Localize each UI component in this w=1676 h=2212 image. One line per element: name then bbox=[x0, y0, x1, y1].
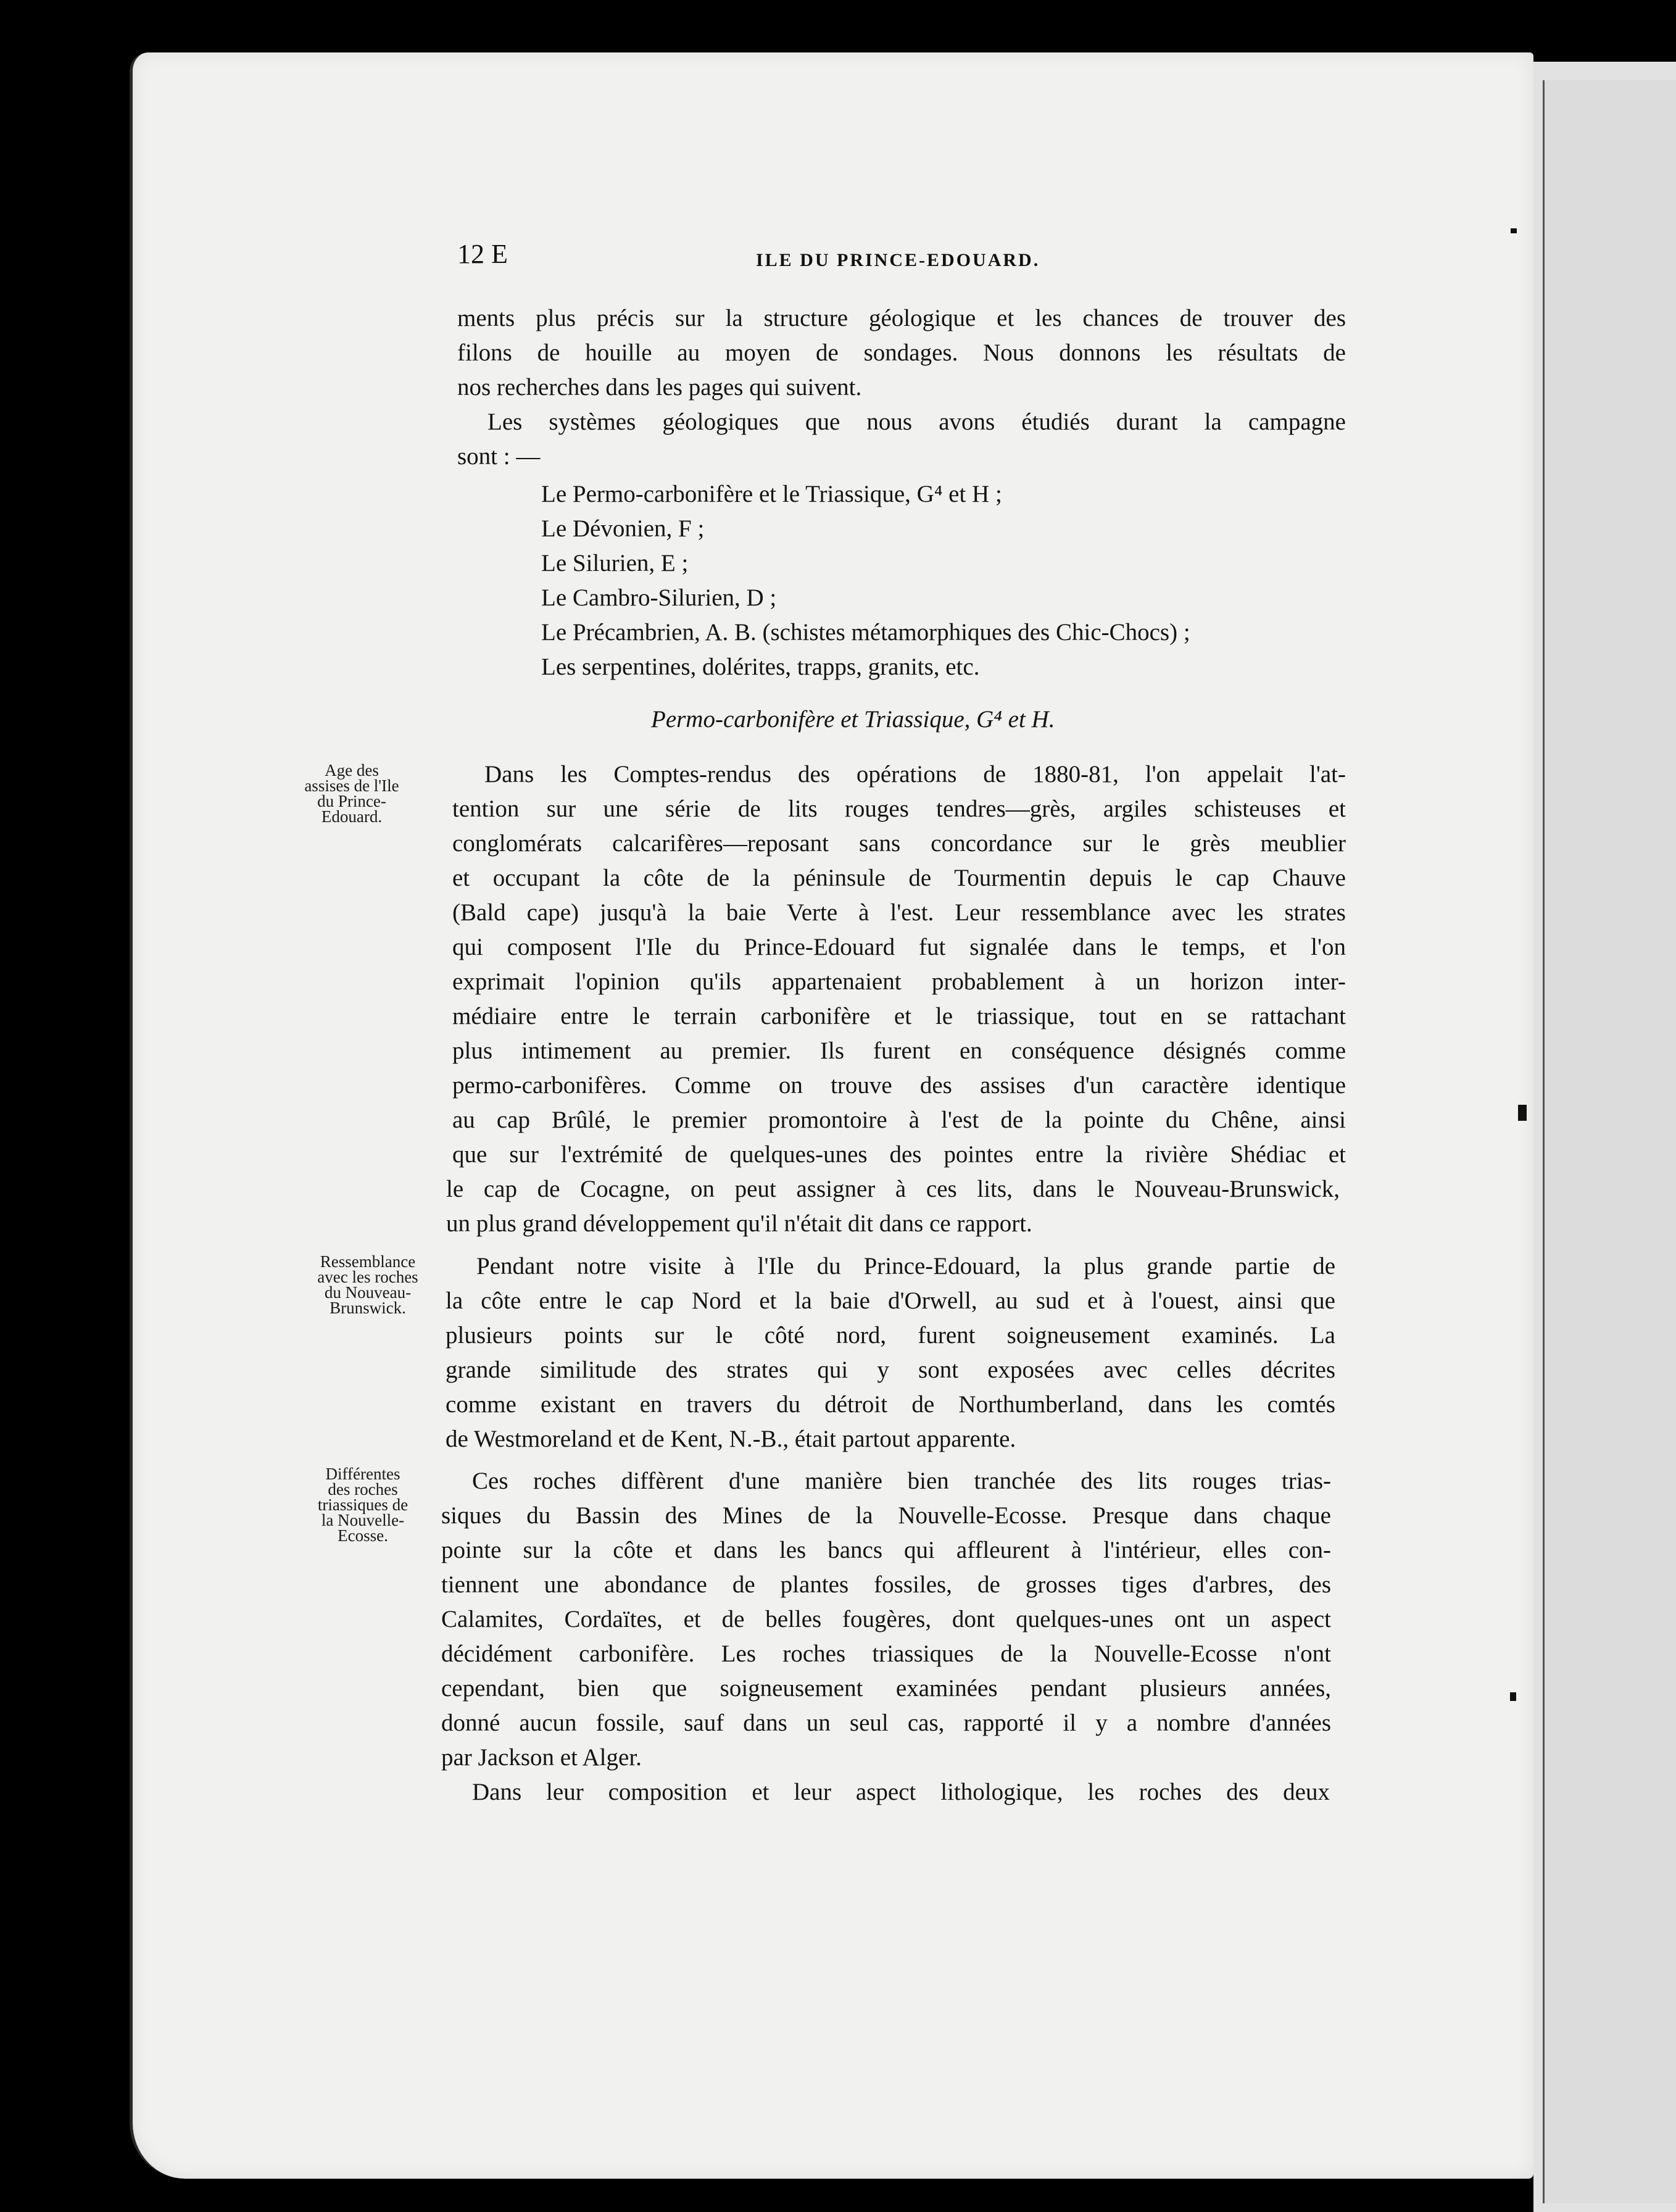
paragraph-line: par Jackson et Alger. bbox=[441, 1744, 642, 1771]
paragraph-line: que sur l'extrémité de quelques-unes des pointes entre la rivière Shédiac et bbox=[452, 1141, 1346, 1168]
paragraph-line: médiaire entre le terrain carbonifère et le triassique, tout en se rattachant bbox=[452, 1003, 1346, 1029]
paragraph-line: tiennent une abondance de plantes fossiles, de grosses tiges d'arbres, des bbox=[441, 1571, 1331, 1598]
intro-line: ments plus précis sur la structure géologique et les chances de trouver des bbox=[457, 305, 1346, 331]
margin-note: Age des assises de l'Ile du Prince- Edouard. bbox=[304, 761, 399, 826]
list-item: Le Silurien, E ; bbox=[541, 550, 689, 576]
scan-speck bbox=[1518, 1105, 1527, 1121]
list-item: Le Précambrien, A. B. (schistes métamorphiques des Chic-Chocs) ; bbox=[541, 619, 1190, 646]
margin-note: Ressemblance avec les roches du Nouveau- Brunswick. bbox=[317, 1252, 418, 1317]
paragraph-line: (Bald cape) jusqu'à la baie Verte à l'est. Leur ressemblance avec les strates bbox=[452, 899, 1346, 926]
paragraph-line: Dans les Comptes-rendus des opérations de 1880-81, l'on appelait l'at- bbox=[484, 761, 1346, 788]
paragraph-line: la côte entre le cap Nord et la baie d'Orwell, au sud et à l'ouest, ainsi que bbox=[446, 1287, 1335, 1314]
paragraph-line: le cap de Cocagne, on peut assigner à ces lits, dans le Nouveau-Brunswick, bbox=[446, 1176, 1340, 1202]
margin-note: Différentes des roches triassiques de la Nouvelle- Ecosse. bbox=[317, 1465, 409, 1545]
paragraph-line: Pendant notre visite à l'Ile du Prince-Edouard, la plus grande partie de bbox=[476, 1253, 1335, 1279]
paragraph-line: grande similitude des strates qui y sont exposées avec celles décrites bbox=[446, 1357, 1335, 1383]
paragraph-line: et occupant la côte de la péninsule de Tourmentin depuis le cap Chauve bbox=[452, 865, 1346, 891]
list-item: Le Dévonien, F ; bbox=[541, 515, 705, 542]
paragraph-line: cependant, bien que soigneusement examinées pendant plusieurs années, bbox=[441, 1675, 1331, 1702]
paragraph-line: siques du Bassin des Mines de la Nouvelle-Ecosse. Presque dans chaque bbox=[441, 1502, 1331, 1529]
paragraph-line: plusieurs points sur le côté nord, furent soigneusement examinés. La bbox=[446, 1322, 1335, 1349]
scan-speck bbox=[1510, 1692, 1516, 1701]
intro-line: Les systèmes géologiques que nous avons étudiés durant la campagne bbox=[487, 409, 1346, 435]
facing-page-inner bbox=[1543, 80, 1676, 2203]
page-number: 12 E bbox=[457, 239, 508, 269]
list-item: Les serpentines, dolérites, trapps, granits, etc. bbox=[541, 654, 980, 680]
paragraph-line: décidément carbonifère. Les roches triassiques de la Nouvelle-Ecosse n'ont bbox=[441, 1640, 1331, 1667]
paragraph-line: de Westmoreland et de Kent, N.-B., était partout apparente. bbox=[446, 1426, 1016, 1452]
paragraph-line: tention sur une série de lits rouges tendres—grès, argiles schisteuses et bbox=[452, 796, 1346, 822]
intro-line: sont : — bbox=[457, 443, 541, 470]
running-title: ILE DU PRINCE-EDOUARD. bbox=[756, 250, 1040, 270]
intro-line: nos recherches dans les pages qui suivent. bbox=[457, 374, 862, 401]
paragraph-line: permo-carbonifères. Comme on trouve des assises d'un caractère identique bbox=[452, 1072, 1346, 1099]
paragraph-line: Dans leur composition et leur aspect lithologique, les roches des deux bbox=[472, 1779, 1330, 1805]
scan-speck bbox=[1511, 228, 1517, 233]
paragraph-line: un plus grand développement qu'il n'était dit dans ce rapport. bbox=[446, 1210, 1032, 1237]
paragraph-line: Calamites, Cordaïtes, et de belles fougères, dont quelques-unes ont un aspect bbox=[441, 1606, 1331, 1632]
paragraph-line: au cap Brûlé, le premier promontoire à l'est de la pointe du Chêne, ainsi bbox=[452, 1107, 1346, 1133]
paragraph-line: pointe sur la côte et dans les bancs qui affleurent à l'intérieur, elles con- bbox=[441, 1537, 1331, 1563]
paragraph-line: qui composent l'Ile du Prince-Edouard fut signalée dans le temps, et l'on bbox=[452, 934, 1346, 960]
paragraph-line: conglomérats calcarifères—reposant sans concordance sur le grès meublier bbox=[452, 830, 1346, 857]
list-item: Le Cambro-Silurien, D ; bbox=[541, 584, 777, 611]
list-item: Le Permo-carbonifère et le Triassique, G⁴ et H ; bbox=[541, 481, 1002, 507]
paragraph-line: plus intimement au premier. Ils furent en conséquence désignés comme bbox=[452, 1037, 1346, 1064]
paragraph-line: exprimait l'opinion qu'ils appartenaient probablement à un horizon inter- bbox=[452, 968, 1346, 995]
paragraph-line: Ces roches diffèrent d'une manière bien tranchée des lits rouges trias- bbox=[472, 1468, 1331, 1494]
paragraph-line: comme existant en travers du détroit de Northumberland, dans les comtés bbox=[446, 1391, 1335, 1418]
section-heading: Permo-carbonifère et Triassique, G⁴ et H. bbox=[651, 706, 1055, 733]
paragraph-line: donné aucun fossile, sauf dans un seul cas, rapporté il y a nombre d'années bbox=[441, 1710, 1331, 1736]
intro-line: filons de houille au moyen de sondages. Nous donnons les résultats de bbox=[457, 339, 1346, 366]
